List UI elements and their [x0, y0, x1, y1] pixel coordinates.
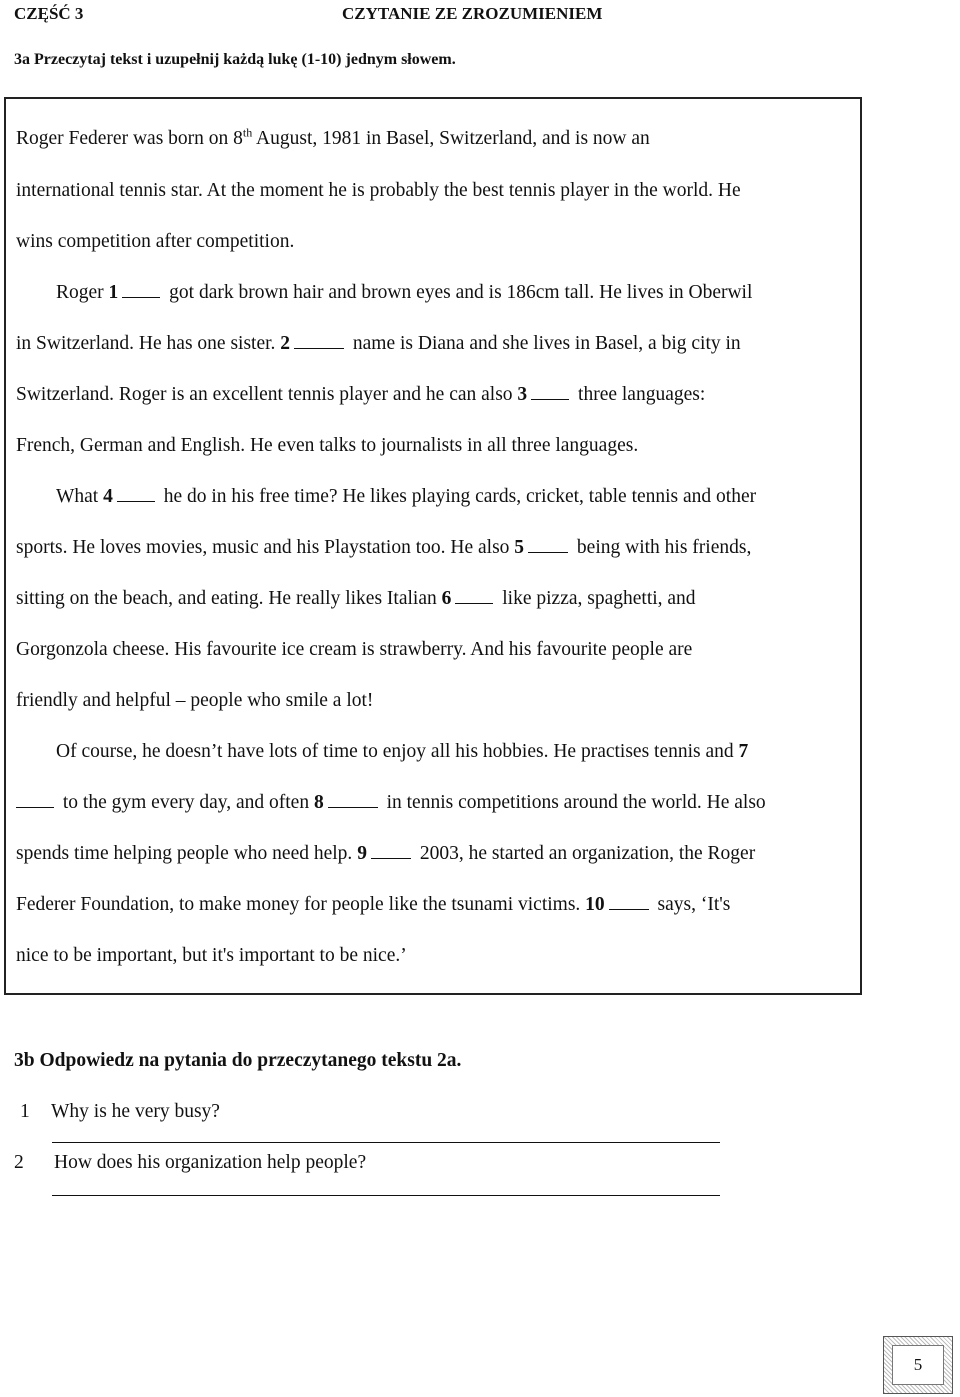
gap-3[interactable] [531, 383, 569, 400]
text-line: Federer Foundation, to make money for people like the tsunami victims. 10 says, ‘It's [16, 894, 731, 915]
section-title: CZYTANIE ZE ZROZUMIENIEM [342, 4, 603, 23]
gap-number-5: 5 [514, 537, 525, 558]
reading-text-box [4, 97, 862, 995]
gap-8[interactable] [328, 791, 378, 808]
gap-2[interactable] [294, 332, 344, 349]
gap-10[interactable] [609, 893, 649, 910]
page-number: 5 [892, 1345, 944, 1385]
gap-number-6: 6 [441, 588, 452, 609]
text-line: Roger Federer was born on 8th August, 1981 in Basel, Switzerland, and is now an [16, 125, 650, 149]
text-line: in Switzerland. He has one sister. 2 name is Diana and she lives in Basel, a big city in [16, 333, 741, 354]
gap-4[interactable] [117, 485, 155, 502]
gap-5[interactable] [528, 536, 568, 553]
text-line: spends time helping people who need help. 9 2003, he started an organization, the Roger [16, 843, 756, 864]
gap-number-2: 2 [280, 333, 291, 354]
gap-1[interactable] [122, 281, 160, 298]
text-line: French, German and English. He even talks to journalists in all three languages. [16, 435, 639, 456]
text-line: Roger 1 got dark brown hair and brown eyes and is 186cm tall. He lives in Oberwil [56, 282, 753, 303]
text-line: nice to be important, but it's important to be nice.’ [16, 945, 407, 966]
page-number-box [883, 1336, 953, 1394]
question-text: How does his organization help people? [54, 1152, 367, 1173]
gap-number-10: 10 [585, 894, 605, 915]
question-text: Why is he very busy? [51, 1101, 220, 1122]
text-line: Switzerland. Roger is an excellent tennis player and he can also 3 three languages: [16, 384, 706, 405]
text-line: to the gym every day, and often 8 in tennis competitions around the world. He also [16, 791, 766, 815]
instruction-3a: 3a Przeczytaj tekst i uzupełnij każdą lukę (1-10) jednym słowem. [14, 51, 456, 68]
text-line: Gorgonzola cheese. His favourite ice cream is strawberry. And his favourite people are [16, 639, 693, 660]
gap-number-8: 8 [313, 792, 324, 813]
text-line: sports. He loves movies, music and his Playstation too. He also 5 being with his friends, [16, 537, 752, 558]
part-label: CZĘŚĆ 3 [14, 4, 84, 23]
gap-number-7: 7 [738, 741, 749, 762]
text-line: sitting on the beach, and eating. He really likes Italian 6 like pizza, spaghetti, and [16, 588, 696, 609]
answer-line-2[interactable] [52, 1195, 720, 1196]
text-line: international tennis star. At the moment he is probably the best tennis player in the world. He [16, 180, 741, 201]
gap-number-9: 9 [357, 843, 367, 864]
question-number: 1 [20, 1101, 30, 1122]
text-line: What 4 he do in his free time? He likes playing cards, cricket, table tennis and other [56, 486, 757, 507]
text-line: friendly and helpful – people who smile a lot! [16, 690, 374, 711]
gap-number-4: 4 [103, 486, 113, 507]
gap-number-1: 1 [108, 282, 119, 303]
section-3b-title: 3b Odpowiedz na pytania do przeczytanego tekstu 2a. [14, 1050, 462, 1071]
gap-7[interactable] [16, 791, 54, 808]
answer-line-1[interactable] [52, 1142, 720, 1143]
gap-number-3: 3 [517, 384, 528, 405]
text-line: Of course, he doesn’t have lots of time to enjoy all his hobbies. He practises tennis and 7 [56, 741, 749, 762]
question-number: 2 [14, 1152, 24, 1173]
gap-9[interactable] [371, 842, 411, 859]
text-line: wins competition after competition. [16, 231, 295, 252]
gap-6[interactable] [455, 587, 493, 604]
